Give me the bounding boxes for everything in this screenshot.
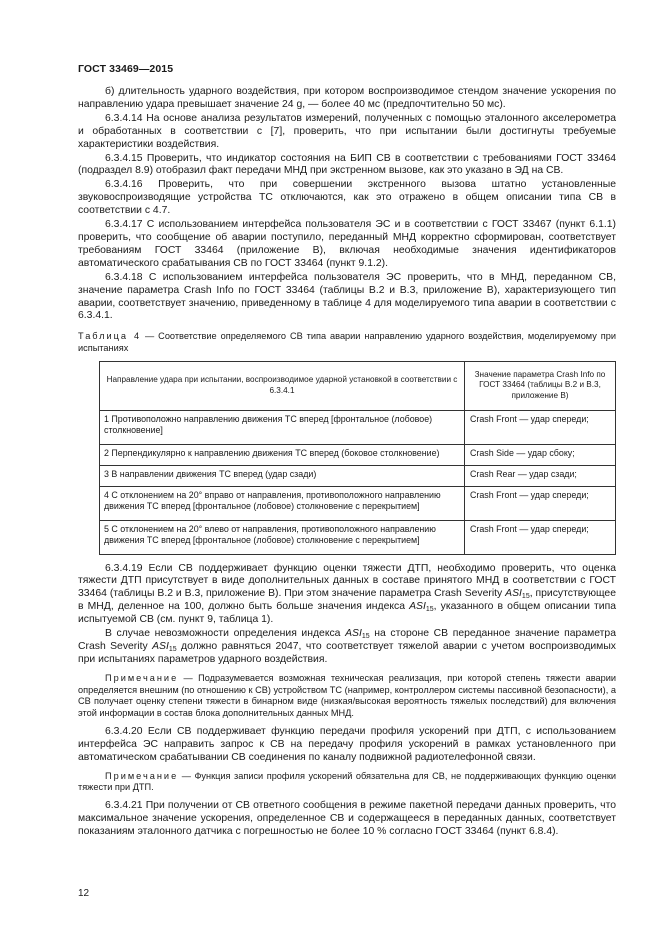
paragraph-b: б) длительность ударного воздействия, при котором воспроизводимое стендом значение ускорения по направлению удара превышает значение 24 g, — более 40 мс (предпочтительно 50 мс). (78, 86, 616, 110)
table-cell-direction: 4 С отклонением на 20° вправо от направления, противоположного направлению движения ТС вперед [фронтальное (лобовое) столкновение с перекрытием] (100, 486, 465, 520)
table-row (100, 486, 616, 520)
table-header-row (100, 361, 616, 410)
table-caption (78, 331, 616, 354)
table-cell-value: Crash Side — удар сбоку; (465, 444, 616, 465)
table-row (100, 520, 616, 554)
table-cell-value: Crash Front — удар спереди; (465, 410, 616, 444)
note-2: Примечание — Функция записи профиля ускорений обязательна для СВ, не поддерживающих функцию оценки тяжести при ДТП. (78, 770, 616, 793)
table-header-direction: Направление удара при испытании, воспроизводимое ударной установкой в соответствии с 6.3.4.1 (100, 361, 465, 410)
note-label: Примечание (105, 770, 179, 781)
document-body (78, 86, 616, 840)
paragraph-6-3-4-15: 6.3.4.15 Проверить, что индикатор состояния на БИП СВ в соответствии с требованиями ГОСТ 33464 (подраздел 8.9) отобразил факт передачи МНД при экстренном вызове, как это указано в ЭД на СВ. (78, 152, 616, 177)
paragraph-6-3-4-20: 6.3.4.20 Если СВ поддерживает функцию передачи профиля ускорений при ДТП, с использованием интерфейса ЭС направить запрос к СВ на передачу профиля ускорений в рамках установленного при автоматическом срабатывании СВ соединения по каналу подвижной радиотелефонной связи. (78, 725, 616, 763)
table-cell-value: Crash Front — удар спереди; (465, 520, 616, 554)
table-cell-direction: 1 Противоположно направлению движения ТС вперед [фронтальное (лобовое) столкновение] (100, 410, 465, 444)
paragraph-6-3-4-18: 6.3.4.18 С использованием интерфейса пользователя ЭС проверить, что в МНД, переданном СВ, значение параметра Crash Info по ГОСТ 33464 (таблицы В.2 и В.3, приложение В), характеризующего тип аварии, соответствует значению, приведенному в таблице 4 для моделируемого типа аварии в соответствии с 6.3.4.1. (78, 271, 616, 322)
table-cell-value: Crash Rear — удар сзади; (465, 465, 616, 486)
note-label: Примечание (105, 672, 179, 683)
table-caption-label: Таблица 4 (78, 331, 142, 342)
document-header: ГОСТ 33469—2015 (78, 63, 174, 75)
table-cell-value: Crash Front — удар спереди; (465, 486, 616, 520)
table-header-crash-info: Значение параметра Crash Info по ГОСТ 33464 (таблицы В.2 и В.3, приложение В) (465, 361, 616, 410)
table-row (100, 465, 616, 486)
note-1: Примечание — Подразумевается возможная техническая реализация, при которой степень тяжести аварии определяется внешним (по отношению к СВ) устройством ТС (например, контроллером системы пассивной безопасности), а СВ получает оценку степени тяжести в бинарном виде (низкая/высокая вероятность тяжелых последствий) для включения этой информации в состав блока дополнительных данных МНД. (78, 672, 616, 719)
table-row (100, 444, 616, 465)
paragraph-6-3-4-16: 6.3.4.16 Проверить, что при совершении экстренного вызова штатно установленные звуковоспроизводящие устройства ТС отключаются, как это отражено в общем описании типа СВ в соответствии с 4.7. (78, 179, 616, 217)
table-caption-text: — Соответствие определяемого СВ типа аварии направлению ударного воздействия, моделируемому при испытаниях (78, 331, 616, 353)
paragraph-6-3-4-14: 6.3.4.14 На основе анализа результатов измерений, полученных с помощью эталонного акселерометра и обработанных в соответствии с [7], проверить, что при испытании были достигнуты требуемые характеристики воздействия. (78, 112, 616, 150)
paragraph-6-3-4-21: 6.3.4.21 При получении от СВ ответного сообщения в режиме пакетной передачи данных проверить, что максимальное значение ускорения, определенное СВ и содержащееся в переданных данных, соответствует показаниям эталонного датчика с погрешностью не более 10 % согласно ГОСТ 33464 (пункт 6.8.4). (78, 800, 616, 838)
page-number: 12 (78, 888, 90, 899)
paragraph-6-3-4-17: 6.3.4.17 С использованием интерфейса пользователя ЭС и в соответствии с ГОСТ 33467 (пункт 6.1.1) проверить, что сообщение об аварии поступило, переданный МНД корректно сформирован, соответствует требованиям ГОСТ 33464 (приложение В), включая необходимые значения идентификаторов автоматического срабатывания СВ по ГОСТ 33464 (пункт 9.1.2). (78, 219, 616, 269)
table-cell-direction: 3 В направлении движения ТС вперед (удар сзади) (100, 465, 465, 486)
table-row (100, 410, 616, 444)
table-cell-direction: 5 С отклонением на 20° влево от направления, противоположного направлению движения ТС вперед [фронтальное (лобовое) столкновение с перекрытием] (100, 520, 465, 554)
table-cell-direction: 2 Перпендикулярно к направлению движения ТС вперед (боковое столкновение) (100, 444, 465, 465)
table-4 (99, 361, 616, 555)
paragraph-6-3-4-19: 6.3.4.19 Если СВ поддерживает функцию оценки тяжести ДТП, необходимо проверить, что оценка тяжести ДТП присутствует в виде дополнительных данных в составе принятого МНД в соответствии с ГОСТ 33464 (таблицы В.2 и В.3, приложение В). При этом значение параметра Crash Severity $ASI_{15}$, присутствующее в МНД, деленное на 100, должно быть больше значения индекса $ASI_{15}$, указанного в общем описании типа испытуемой СВ (см. пункт 9, таблица 1). (78, 562, 616, 626)
paragraph-asi-undetermined: В случае невозможности определения индекса $ASI_{15}$ на стороне СВ переданное значение параметра Crash Severity $ASI_{15}$ должно равняться 2047, что соответствует тяжелой аварии с учетом воспроизводимых при испытаниях параметров ударного воздействия. (78, 628, 616, 665)
